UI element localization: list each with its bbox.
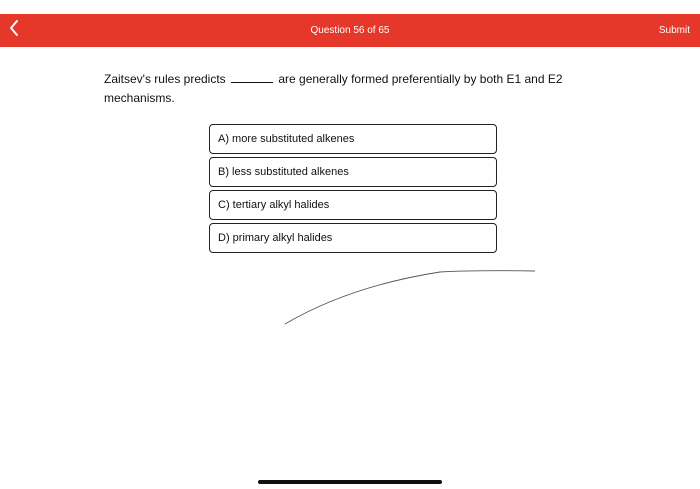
home-indicator[interactable] — [258, 480, 442, 484]
option-label: D) primary alkyl halides — [218, 232, 333, 244]
question-text-after: are generally formed preferentially by both E1 and E2 mechanisms. — [104, 72, 563, 105]
option-label: B) less substituted alkenes — [218, 166, 349, 178]
question-counter: Question 56 of 65 — [310, 25, 390, 36]
question-text-before: Zaitsev's rules predicts — [104, 72, 226, 86]
option-label: A) more substituted alkenes — [218, 133, 355, 145]
option-label: C) tertiary alkyl halides — [218, 199, 330, 211]
submit-button[interactable]: Submit — [658, 25, 690, 36]
